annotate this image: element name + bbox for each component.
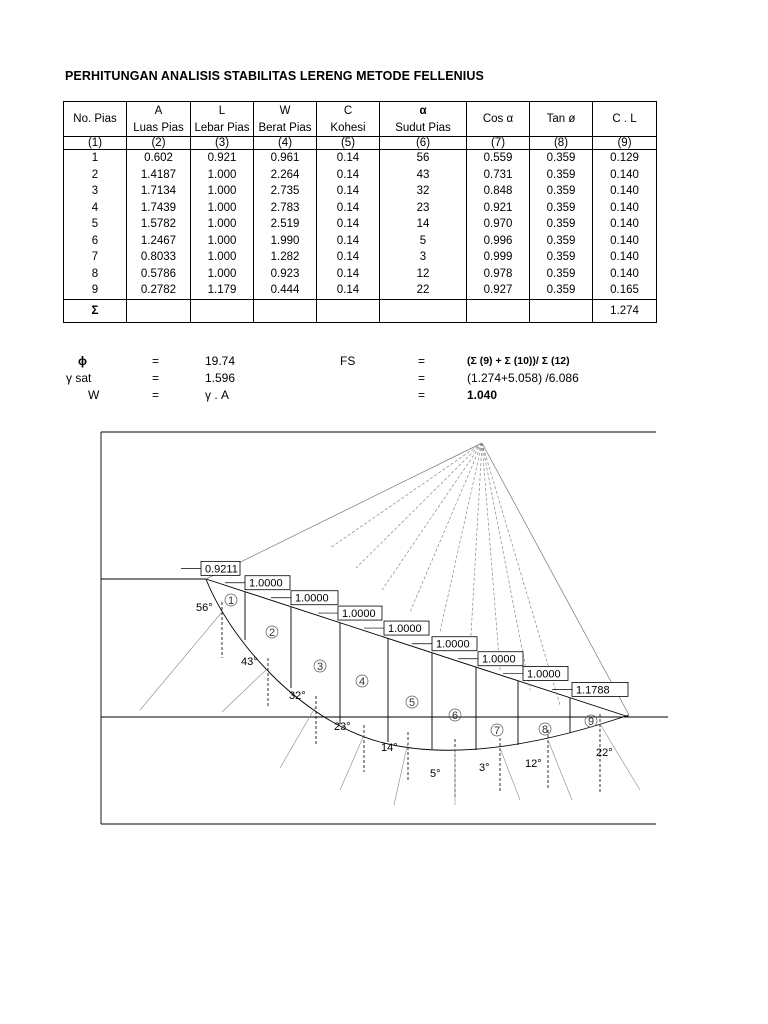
- table-cell: 2: [64, 167, 127, 184]
- table-cell: 1.282: [254, 249, 317, 266]
- table-cell: 0.921: [467, 200, 530, 217]
- width-label: 1.0000: [342, 608, 376, 621]
- width-label: 1.0000: [295, 592, 329, 605]
- normal-line: [500, 748, 520, 800]
- table-cell: 0.14: [317, 183, 380, 200]
- header-cos: Cos α: [467, 102, 530, 137]
- table-cell: 0.14: [317, 167, 380, 184]
- table-cell: 0.165: [593, 282, 657, 299]
- radius-ray: [356, 443, 482, 568]
- table-cell: 0.731: [467, 167, 530, 184]
- header-no-pias: No. Pias: [64, 102, 127, 137]
- slice-angle-label: 5°: [430, 768, 441, 780]
- failure-arc: [206, 579, 629, 750]
- table-cell: 0.140: [593, 233, 657, 250]
- slice-number: 7: [493, 725, 501, 737]
- phi-label: ϕ: [78, 354, 87, 368]
- table-cell: 8: [64, 266, 127, 283]
- radius-ray: [482, 443, 500, 670]
- col-num: (1): [64, 137, 127, 150]
- slice-number: 1: [227, 595, 235, 607]
- table-cell: 1.000: [191, 216, 254, 233]
- col-num: (8): [530, 137, 593, 150]
- radius-ray: [470, 443, 482, 652]
- phi-equals: =: [152, 354, 160, 368]
- table-cell: 0.5786: [127, 266, 191, 283]
- width-label: 1.1788: [576, 684, 610, 697]
- col-num: (3): [191, 137, 254, 150]
- table-cell: 0.359: [530, 266, 593, 283]
- table-cell: 0.8033: [127, 249, 191, 266]
- table-cell: 5: [64, 216, 127, 233]
- table-cell: 0.359: [530, 150, 593, 167]
- table-cell: 12: [380, 266, 467, 283]
- slope-face-line: [206, 579, 629, 717]
- sum-label: Σ: [64, 299, 127, 322]
- slice-number: 6: [451, 710, 459, 722]
- fs-result: 1.040: [467, 388, 498, 402]
- table-cell: 1.7134: [127, 183, 191, 200]
- table-cell: 0.359: [530, 200, 593, 217]
- w-label: W: [88, 388, 100, 402]
- slice-number: 3: [316, 661, 324, 673]
- gamma-value: 1.596: [205, 371, 236, 385]
- table-cell: 4: [64, 200, 127, 217]
- sum-cl-total: 1.274: [593, 299, 657, 322]
- table-cell: 0.848: [467, 183, 530, 200]
- table-cell: 1.000: [191, 183, 254, 200]
- table-cell: 32: [380, 183, 467, 200]
- header-top-c: C: [317, 102, 380, 120]
- table-cell: 0.359: [530, 183, 593, 200]
- header-top-w: W: [254, 102, 317, 120]
- header-top-alpha: α: [380, 102, 467, 120]
- table-cell: 0.996: [467, 233, 530, 250]
- table-cell: 0.140: [593, 183, 657, 200]
- table-cell: 1.2467: [127, 233, 191, 250]
- slice-angle-label: 23°: [334, 721, 351, 733]
- table-cell: 2.519: [254, 216, 317, 233]
- table-cell: 2.783: [254, 200, 317, 217]
- table-cell: 0.999: [467, 249, 530, 266]
- slice-angle-label: 32°: [289, 690, 306, 702]
- table-cell: 0.140: [593, 249, 657, 266]
- table-cell: 0.140: [593, 200, 657, 217]
- radius-ray: [382, 443, 482, 590]
- col-num: (2): [127, 137, 191, 150]
- table-cell: 0.14: [317, 200, 380, 217]
- table-cell: 1.000: [191, 167, 254, 184]
- w-value: γ . A: [205, 388, 230, 402]
- fs-substituted: (1.274+5.058) /6.086: [467, 371, 579, 385]
- fs-label: FS: [340, 354, 356, 368]
- col-num: (4): [254, 137, 317, 150]
- col-num: (6): [380, 137, 467, 150]
- fs-equals: =: [418, 388, 426, 402]
- header-berat: Berat Pias: [254, 119, 317, 137]
- header-cl: C . L: [593, 102, 657, 137]
- radius-ray: [330, 443, 482, 548]
- table-cell: 1.7439: [127, 200, 191, 217]
- slice-angle-label: 56°: [196, 602, 213, 614]
- header-top-a: A: [127, 102, 191, 120]
- table-cell: 0.2782: [127, 282, 191, 299]
- table-cell: 1: [64, 150, 127, 167]
- header-kohesi: Kohesi: [317, 119, 380, 137]
- table-cell: 1.179: [191, 282, 254, 299]
- table-cell: 56: [380, 150, 467, 167]
- table-cell: 2.264: [254, 167, 317, 184]
- table-cell: 0.359: [530, 249, 593, 266]
- table-cell: 0.970: [467, 216, 530, 233]
- table-cell: 0.359: [530, 233, 593, 250]
- w-equals: =: [152, 388, 160, 402]
- normal-line: [280, 706, 316, 768]
- table-cell: 43: [380, 167, 467, 184]
- normal-line: [222, 668, 268, 712]
- table-cell: 1.5782: [127, 216, 191, 233]
- col-num: (7): [467, 137, 530, 150]
- table-cell: 3: [64, 183, 127, 200]
- table-cell: 0.129: [593, 150, 657, 167]
- table-cell: 0.961: [254, 150, 317, 167]
- table-cell: 23: [380, 200, 467, 217]
- slice-number: 9: [587, 716, 595, 728]
- fs-equals: =: [418, 354, 426, 368]
- table-cell: 0.14: [317, 216, 380, 233]
- col-num: (9): [593, 137, 657, 150]
- table-cell: 0.14: [317, 282, 380, 299]
- table-cell: 0.978: [467, 266, 530, 283]
- table-cell: 0.923: [254, 266, 317, 283]
- col-num: (5): [317, 137, 380, 150]
- table-cell: 6: [64, 233, 127, 250]
- fs-equals: =: [418, 371, 426, 385]
- table-cell: 1.000: [191, 266, 254, 283]
- slice-angle-label: 12°: [525, 758, 542, 770]
- table-cell: 0.14: [317, 233, 380, 250]
- table-cell: 2.735: [254, 183, 317, 200]
- table-cell: 22: [380, 282, 467, 299]
- table-cell: 9: [64, 282, 127, 299]
- fs-formula: (Σ (9) + Σ (10))/ Σ (12): [467, 355, 570, 367]
- table-cell: 3: [380, 249, 467, 266]
- slice-angle-label: 22°: [596, 747, 613, 759]
- normal-line: [140, 612, 222, 710]
- slice-number: 8: [541, 724, 549, 736]
- width-label: 1.0000: [388, 623, 422, 636]
- table-cell: 0.559: [467, 150, 530, 167]
- table-cell: 0.140: [593, 167, 657, 184]
- phi-value: 19.74: [205, 354, 236, 368]
- slice-angle-label: 3°: [479, 762, 490, 774]
- table-cell: 0.921: [191, 150, 254, 167]
- width-label: 0.9211: [205, 563, 238, 576]
- radius-ray: [440, 443, 482, 632]
- width-label: 1.0000: [436, 638, 470, 651]
- table-cell: 0.602: [127, 150, 191, 167]
- table-cell: 0.14: [317, 249, 380, 266]
- slice-number: 4: [358, 676, 366, 688]
- table-cell: 1.000: [191, 249, 254, 266]
- radius-line: [206, 443, 482, 579]
- header-top-l: L: [191, 102, 254, 120]
- table-cell: 0.359: [530, 216, 593, 233]
- width-label: 1.0000: [482, 653, 516, 666]
- table-cell: 0.927: [467, 282, 530, 299]
- page-title: PERHITUNGAN ANALISIS STABILITAS LERENG METODE FELLENIUS: [65, 69, 484, 83]
- gamma-equals: =: [152, 371, 160, 385]
- table-cell: 0.140: [593, 216, 657, 233]
- table-cell: 0.14: [317, 266, 380, 283]
- width-label: 1.0000: [527, 668, 561, 681]
- table-cell: 14: [380, 216, 467, 233]
- slice-angle-label: 43°: [241, 656, 258, 668]
- header-tan: Tan ø: [530, 102, 593, 137]
- header-luas: Luas Pias: [127, 119, 191, 137]
- table-cell: 7: [64, 249, 127, 266]
- header-sudut: Sudut Pias: [380, 119, 467, 137]
- table-cell: 0.140: [593, 266, 657, 283]
- table-cell: 1.4187: [127, 167, 191, 184]
- table-cell: 0.359: [530, 167, 593, 184]
- slice-number: 5: [408, 697, 416, 709]
- slice-angle-label: 14°: [381, 742, 398, 754]
- table-cell: 0.359: [530, 282, 593, 299]
- width-label: 1.0000: [249, 577, 283, 590]
- gamma-label: γ sat: [66, 371, 92, 385]
- table-cell: 0.444: [254, 282, 317, 299]
- normal-line: [548, 740, 572, 800]
- table-cell: 5: [380, 233, 467, 250]
- header-lebar: Lebar Pias: [191, 119, 254, 137]
- slice-number: 2: [268, 627, 276, 639]
- table-cell: 1.000: [191, 233, 254, 250]
- normal-line: [340, 735, 364, 790]
- table-cell: 1.990: [254, 233, 317, 250]
- radius-ray: [410, 443, 482, 612]
- table-cell: 0.14: [317, 150, 380, 167]
- table-cell: 1.000: [191, 200, 254, 217]
